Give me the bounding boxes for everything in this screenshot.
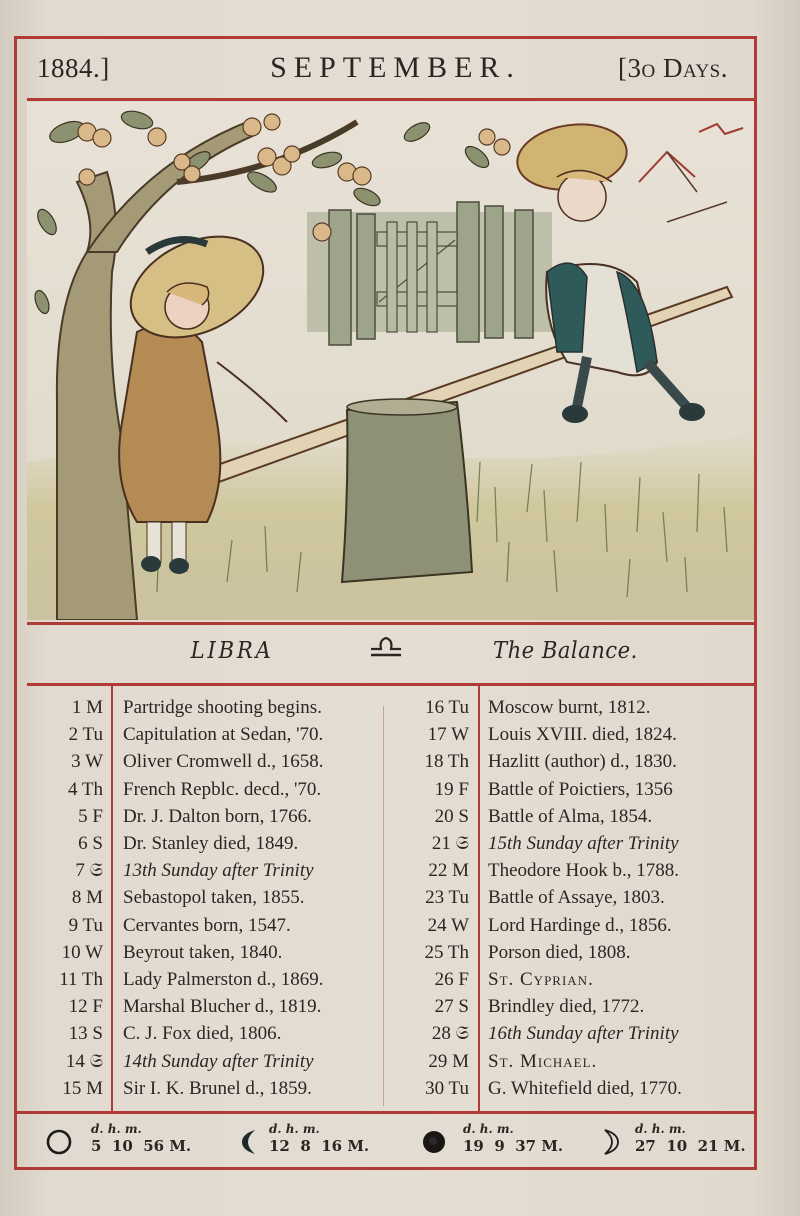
moon-phase-last-quarter [239, 1120, 409, 1164]
table-row [17, 1075, 754, 1102]
day-event: Porson died, 1808. [488, 941, 631, 963]
day-label: 28 𝔖 [431, 1023, 469, 1045]
day-event: Theodore Hook b., 1788. [488, 860, 680, 882]
day-label: 10 W [61, 941, 103, 963]
illustration [27, 102, 754, 620]
divider [27, 98, 754, 101]
moon-hour: 10 [111, 1137, 133, 1155]
day-label: 12 F [68, 996, 103, 1018]
day-label: 15 M [62, 1077, 103, 1099]
day-label: 1 M [71, 697, 103, 718]
moon-labels: d. h. m. [269, 1122, 320, 1136]
day-table [17, 686, 754, 1111]
table-row [17, 776, 754, 803]
moon-minute: 56 [143, 1137, 165, 1155]
moon-values [635, 1137, 746, 1155]
table-row [17, 721, 754, 748]
moon-phase-new [421, 1120, 591, 1164]
moon-values [269, 1137, 369, 1155]
day-label: 3 W [71, 751, 103, 773]
table-row [17, 694, 754, 721]
moon-day: 27 [635, 1137, 656, 1155]
table-row [17, 1048, 754, 1075]
table-row [17, 857, 754, 884]
moon-values [463, 1137, 563, 1155]
full-moon-icon [45, 1128, 73, 1162]
moon-suffix: M. [723, 1137, 746, 1155]
table-row [17, 803, 754, 830]
day-event: Lord Hardinge d., 1856. [488, 914, 672, 936]
day-event: Battle of Alma, 1854. [488, 805, 653, 827]
table-row [17, 748, 754, 775]
day-label: 2 Tu [68, 724, 103, 746]
table-row [17, 830, 754, 857]
day-event: 14th Sunday after Trinity [123, 1050, 314, 1072]
day-label: 11 Th [59, 969, 103, 990]
day-event: Beyrout taken, 1840. [123, 941, 283, 963]
moon-minute: 37 [515, 1137, 537, 1155]
day-label: 13 S [68, 1023, 103, 1045]
day-event: Cervantes born, 1547. [123, 914, 291, 936]
day-event: G. Whitefield died, 1770. [488, 1077, 682, 1099]
table-row [17, 884, 754, 911]
day-event: St. Michael. [488, 1050, 598, 1072]
table-row [17, 1020, 754, 1047]
moon-minute: 21 [697, 1137, 719, 1155]
moon-suffix: M. [347, 1137, 370, 1155]
day-event: Partridge shooting begins. [123, 697, 322, 718]
day-event: Capitulation at Sedan, '70. [123, 724, 324, 746]
day-label: 26 F [434, 969, 469, 990]
moon-day: 12 [269, 1137, 290, 1155]
day-label: 9 Tu [68, 914, 103, 936]
seesaw-illustration [27, 102, 754, 620]
day-event: Oliver Cromwell d., 1658. [123, 751, 324, 773]
table-row [17, 993, 754, 1020]
moon-labels: d. h. m. [635, 1122, 686, 1136]
moon-hour: 8 [300, 1137, 311, 1155]
moon-hour: 9 [494, 1137, 505, 1155]
moon-suffix: M. [541, 1137, 564, 1155]
day-event: French Repblc. decd., '70. [123, 778, 322, 800]
day-label: 20 S [434, 805, 469, 827]
day-label: 27 S [434, 996, 469, 1018]
day-label: 21 𝔖 [431, 833, 469, 854]
day-label: 30 Tu [425, 1077, 469, 1099]
day-event: Marshal Blucher d., 1819. [123, 996, 322, 1018]
day-label: 8 M [71, 887, 103, 909]
libra-icon [369, 634, 403, 667]
day-event: Hazlitt (author) d., 1830. [488, 751, 677, 773]
zodiac-meaning: The Balance. [493, 638, 638, 664]
waxing-crescent-icon [601, 1128, 621, 1162]
calendar-frame [14, 36, 757, 1170]
day-label: 25 Th [424, 941, 469, 963]
zodiac-name: LIBRA [190, 638, 274, 664]
moon-values [91, 1137, 191, 1155]
day-event: 16th Sunday after Trinity [488, 1023, 679, 1045]
days-count: [3o Days. [618, 53, 728, 83]
day-event: Louis XVIII. died, 1824. [488, 724, 677, 746]
day-event: 13th Sunday after Trinity [123, 860, 314, 882]
day-label: 29 M [428, 1050, 469, 1072]
day-label: 22 M [428, 860, 469, 882]
moon-day: 5 [91, 1137, 102, 1155]
day-event: St. Cyprian. [488, 969, 594, 990]
moon-labels: d. h. m. [463, 1122, 514, 1136]
day-label: 16 Tu [425, 697, 469, 718]
day-event: Sebastopol taken, 1855. [123, 887, 305, 909]
day-label: 6 S [78, 833, 103, 854]
year-label: 1884.] [37, 53, 110, 83]
moon-day: 19 [463, 1137, 484, 1155]
day-label: 24 W [427, 914, 469, 936]
day-event: Battle of Poictiers, 1356 [488, 778, 673, 800]
moon-phase-first-quarter [601, 1120, 751, 1164]
day-event: Dr. J. Dalton born, 1766. [123, 805, 312, 827]
day-label: 14 𝔖 [65, 1050, 103, 1072]
moon-labels: d. h. m. [91, 1122, 142, 1136]
moon-phases [17, 1114, 754, 1167]
moon-suffix: M. [169, 1137, 192, 1155]
day-label: 4 Th [67, 778, 103, 800]
day-label: 7 𝔖 [75, 860, 103, 882]
moon-minute: 16 [321, 1137, 343, 1155]
day-label: 23 Tu [425, 887, 469, 909]
day-event: Moscow burnt, 1812. [488, 697, 651, 718]
zodiac-strip [17, 624, 754, 683]
day-event: Battle of Assaye, 1803. [488, 887, 665, 909]
day-event: 15th Sunday after Trinity [488, 833, 679, 854]
day-label: 19 F [434, 778, 469, 800]
moon-hour: 10 [666, 1137, 688, 1155]
moon-phase-full [45, 1120, 215, 1164]
day-event: Sir I. K. Brunel d., 1859. [123, 1077, 312, 1099]
day-event: Brindley died, 1772. [488, 996, 645, 1018]
day-label: 17 W [427, 724, 469, 746]
table-row [17, 966, 754, 993]
header [17, 39, 754, 99]
table-row [17, 939, 754, 966]
crescent-moon-icon [239, 1128, 259, 1162]
day-event: Dr. Stanley died, 1849. [123, 833, 299, 854]
day-event: Lady Palmerston d., 1869. [123, 969, 324, 990]
new-moon-icon [421, 1128, 447, 1162]
table-row [17, 912, 754, 939]
day-label: 5 F [78, 805, 103, 827]
day-event: C. J. Fox died, 1806. [123, 1023, 282, 1045]
day-label: 18 Th [424, 751, 469, 773]
month-title: SEPTEMBER. [270, 51, 521, 84]
